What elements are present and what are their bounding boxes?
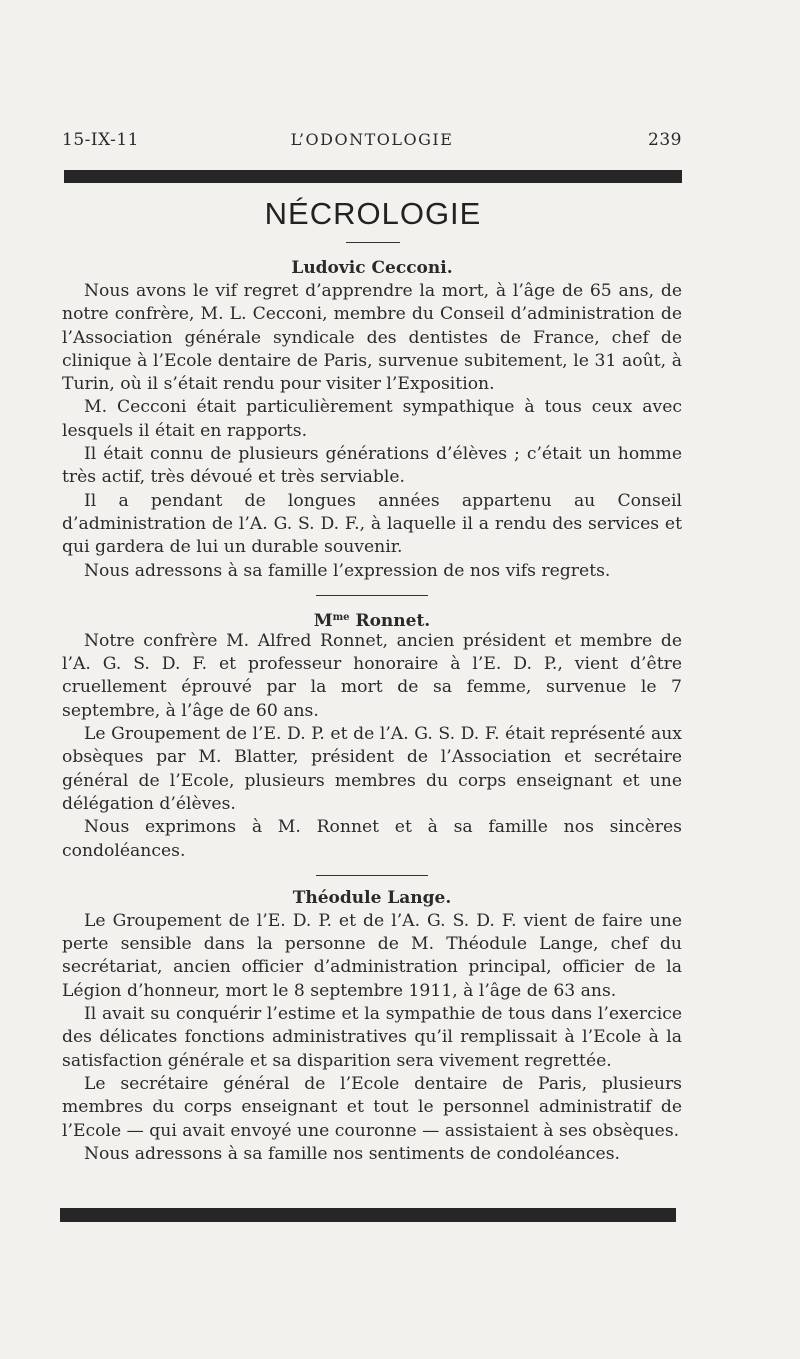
title-underline — [346, 242, 400, 243]
paragraph: Nous adressons à sa famille nos sentiments de condoléances. — [84, 1143, 620, 1164]
top-ornament-bar — [64, 170, 682, 183]
bottom-ornament-bar — [60, 1208, 676, 1222]
paragraph: Le Groupement de l’E. D. P. et de l’A. G. S. D. F. vient de faire une perte sensible dans la personne de M. Théodule Lange, chef du secrétariat, ancien officier d’administration principal, officier de la Légion d’honneur, mort le 8 septembre 1911, à l’âge de 63 ans. — [62, 910, 682, 1001]
paragraph: Il avait su conquérir l’estime et la sympathie de tous dans l’exercice des délicates fonctions administratives qu’il remplissait à l’Ecole à la satisfaction générale et sa disparition sera vivement regrettée. — [62, 1004, 682, 1071]
issue-date: 15-IX-11 — [62, 130, 139, 150]
obituary-heading: Ludovic Cecconi. — [291, 258, 453, 278]
page-number: 239 — [648, 130, 682, 150]
heading-name: Ronnet. — [349, 610, 431, 631]
paragraph: Le Groupement de l’E. D. P. et de l’A. G. S. D. F. était représenté aux obsèques par M. Blatter, président de l’Association et secrétaire général de l’Ecole, plusieurs membres du corps enseignant et une délégation d’élèves. — [62, 724, 682, 814]
paragraph: Notre confrère M. Alfred Ronnet, ancien président et membre de l’A. G. S. D. F. et professeur honoraire à l’E. D. P., vient d’être cruellement éprouvé par la mort de sa femme, survenue le 7 septembre, à l’âge de 60 ans. — [62, 630, 682, 721]
paragraph: M. Cecconi était particulièrement sympathique à tous ceux avec lesquels il était en rapports. — [62, 397, 682, 441]
separator-rule — [316, 875, 428, 876]
paragraph: Le secrétaire général de l’Ecole dentaire de Paris, plusieurs membres du corps enseignant et tout le personnel administratif de l’Ecole — qui avait envoyé une couronne — assistaient à ses obsèques. — [62, 1073, 682, 1141]
journal-title: L’ODONTOLOGIE — [290, 130, 454, 149]
heading-prefix: M — [313, 610, 333, 631]
obituary-heading — [62, 600, 682, 630]
heading-superscript: me — [332, 611, 350, 623]
paragraph: Nous exprimons à M. Ronnet et à sa famille nos sincères condoléances. — [62, 817, 682, 861]
paragraph: Nous adressons à sa famille l’expression de nos vifs regrets. — [84, 560, 611, 581]
obituary-ronnet — [62, 600, 682, 863]
obituary-lange — [62, 880, 682, 1166]
running-head — [62, 130, 682, 156]
obituary-cecconi — [62, 250, 682, 583]
article-body — [62, 250, 682, 1166]
obituary-heading: Théodule Lange. — [292, 887, 452, 908]
paragraph: Il a pendant de longues années appartenu au Conseil d’administration de l’A. G. S. D. F., à laquelle il a rendu des services et qui gardera de lui un durable souvenir. — [62, 490, 682, 558]
section-title: NÉCROLOGIE — [264, 196, 482, 231]
paragraph: Nous avons le vif regret d’apprendre la mort, à l’âge de 65 ans, de notre confrère, M. L. Cecconi, membre du Conseil d’administration de l’Association générale syndicale des dentistes de France, chef de clinique à l’Ecole dentaire de Paris, survenue subitement, le 31 août, à Turin, où il s’était rendu pour visiter l’Exposition. — [62, 281, 682, 395]
separator-rule — [316, 595, 428, 596]
paragraph: Il était connu de plusieurs générations d’élèves ; c’était un homme très actif, très dévoué et très serviable. — [62, 444, 682, 488]
